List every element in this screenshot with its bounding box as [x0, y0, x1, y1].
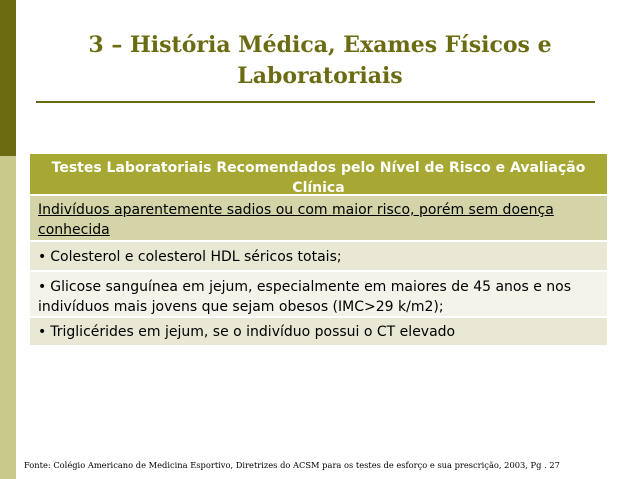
bullet-icon: •: [38, 249, 47, 265]
table-row: [30, 270, 607, 316]
table-row: [30, 240, 607, 270]
title-divider: [36, 101, 595, 103]
table-row: [30, 316, 607, 345]
slide-title-line-2: Laboratoriais: [237, 63, 403, 89]
slide-title-line-1: 3 – História Médica, Exames Físicos e: [88, 32, 552, 58]
table-row-text: Triglicérides em jejum, se o indivíduo possui o CT elevado: [50, 324, 456, 340]
lab-tests-table: [30, 154, 607, 345]
left-accent-bar-light: [0, 156, 16, 479]
source-footnote: Fonte: Colégio Americano de Medicina Esportivo, Diretrizes do ACSM para os testes de esforço e sua prescrição, 2003, Pg . 27: [24, 460, 560, 470]
table-row-text: Glicose sanguínea em jejum, especialmente em maiores de 45 anos e nos indivíduos mais jovens que sejam obesos (IMC>29 k/m2);: [38, 279, 572, 315]
slide-title: [40, 30, 600, 92]
bullet-icon: •: [38, 279, 47, 295]
left-accent-bar-dark: [0, 0, 16, 156]
table-subheader-row: Indivíduos aparentemente sadios ou com maior risco, porém sem doença conhecida: [30, 194, 607, 240]
table-row-text: Colesterol e colesterol HDL séricos totais;: [50, 249, 342, 265]
bullet-icon: •: [38, 324, 47, 340]
table-header: Testes Laboratoriais Recomendados pelo Nível de Risco e Avaliação Clínica: [30, 154, 607, 194]
